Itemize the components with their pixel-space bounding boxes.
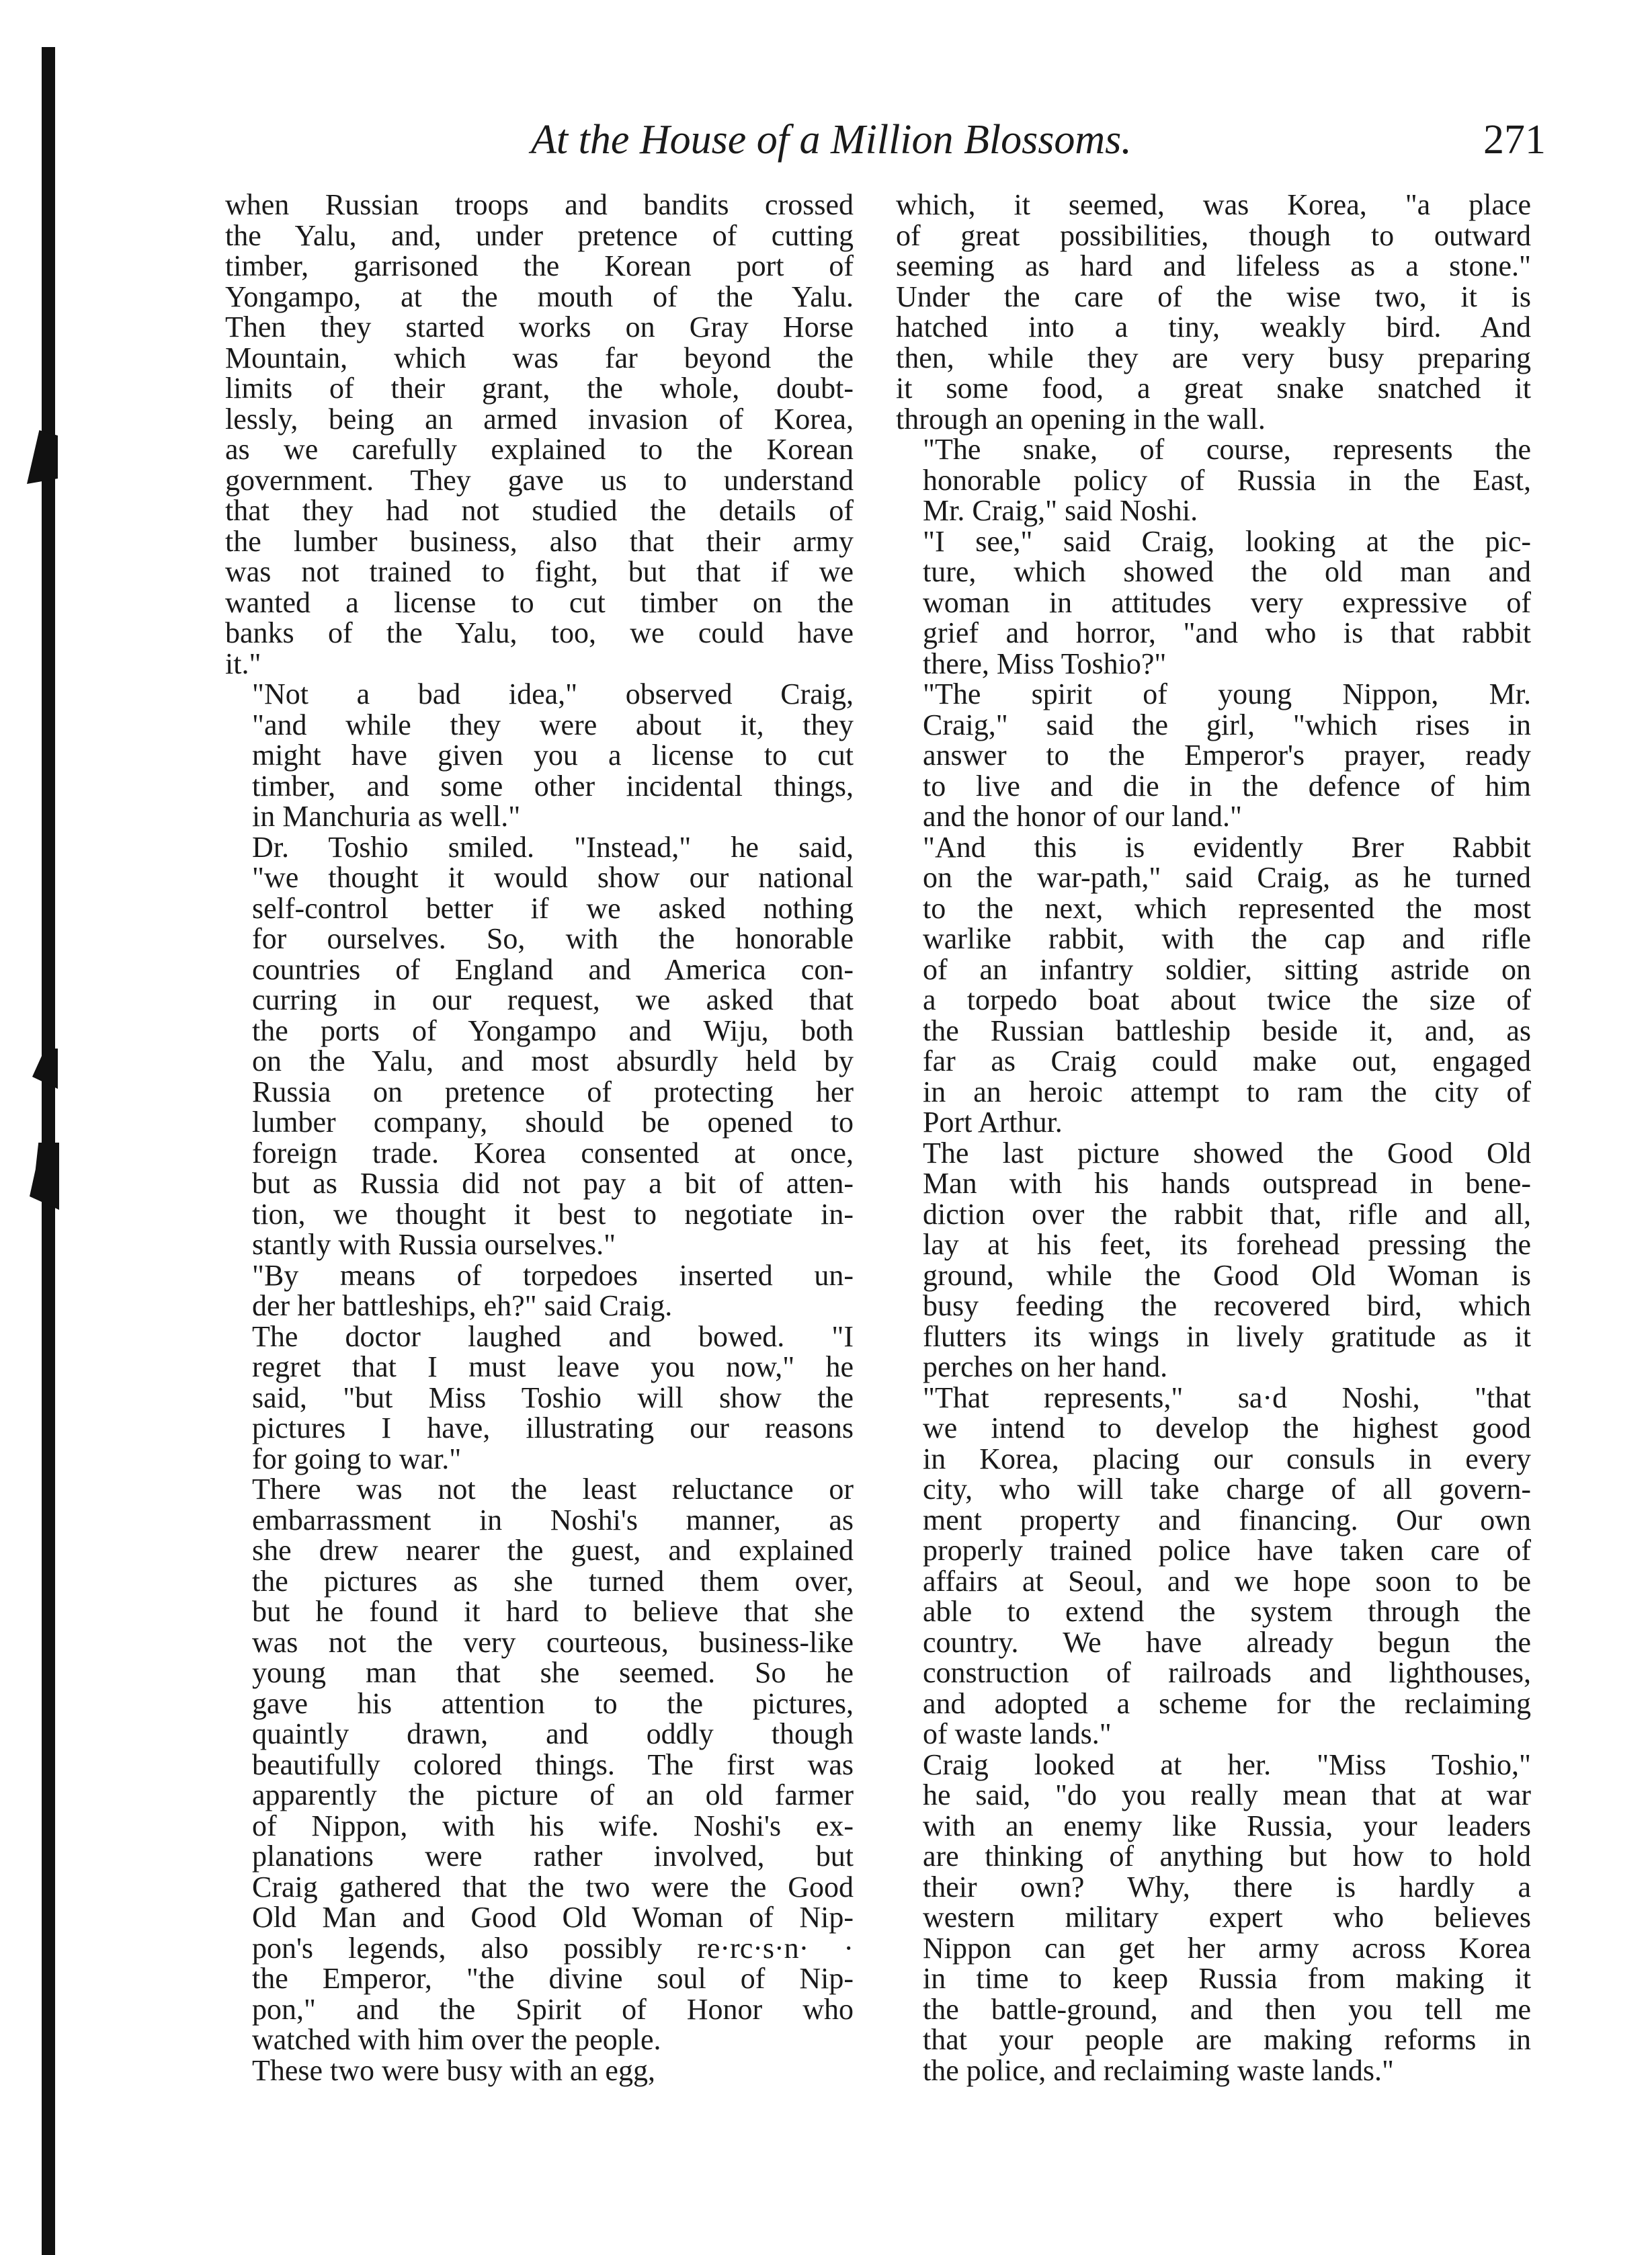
paragraph — [896, 1383, 1531, 1750]
text-line: in Korea, placing our consuls in every — [923, 1442, 1531, 1475]
text-line: The last picture showed the Good Old — [923, 1136, 1531, 1170]
text-line: which, it seemed, was Korea, "a place — [896, 188, 1531, 221]
binding-edge-mark — [30, 1143, 59, 1210]
binding-edge-mark — [27, 430, 58, 484]
text-line: western military expert who believes — [923, 1901, 1531, 1934]
text-line: Dr. Toshio smiled. "Instead," he said, — [252, 830, 854, 864]
text-line: regret that I must leave you now," he — [252, 1350, 854, 1383]
text-line: and the honor of our land." — [923, 800, 1242, 833]
paragraph — [225, 2055, 854, 2086]
paragraph — [225, 832, 854, 1260]
text-line: the lumber business, also that their army — [225, 524, 854, 558]
text-line: to the next, which represented the most — [923, 891, 1531, 925]
text-line: construction of railroads and lighthouses, — [923, 1656, 1531, 1689]
text-line: ment property and financing. Our own — [923, 1503, 1531, 1536]
text-line: timber, garrisoned the Korean port of — [225, 249, 854, 282]
text-line: These two were busy with an egg, — [252, 2053, 655, 2087]
text-line: honorable policy of Russia in the East, — [923, 463, 1531, 497]
text-line: Man with his hands outspread in bene- — [923, 1167, 1531, 1200]
text-line: but as Russia did not pay a bit of atten- — [252, 1167, 854, 1200]
running-title: At the House of a Million Blossoms. — [531, 117, 1132, 163]
paragraph — [896, 1750, 1531, 2086]
text-line: said, "but Miss Toshio will show the — [252, 1381, 854, 1414]
text-line: it some food, a great snake snatched it — [896, 372, 1531, 405]
text-line: and adopted a scheme for the reclaiming — [923, 1686, 1531, 1720]
text-line: flutters its wings in lively gratitude as it — [923, 1319, 1531, 1353]
text-line: Craig looked at her. "Miss Toshio," — [923, 1748, 1531, 1781]
text-line: "The spirit of young Nippon, Mr. — [923, 678, 1531, 710]
text-line: busy feeding the recovered bird, which — [923, 1289, 1531, 1322]
text-line: the police, and reclaiming waste lands." — [923, 2053, 1394, 2087]
paragraph — [896, 434, 1531, 526]
text-line: "And this is evidently Brer Rabbit — [923, 830, 1531, 864]
text-line: the Russian battleship beside it, and, as — [923, 1014, 1531, 1047]
text-line: banks of the Yalu, too, we could have — [225, 616, 854, 649]
paragraph — [896, 679, 1531, 832]
text-line: the Emperor, "the divine soul of Nip- — [252, 1962, 854, 1995]
text-line: Craig," said the girl, "which rises in — [923, 708, 1531, 741]
text-line: Craig gathered that the two were the Good — [252, 1870, 854, 1903]
text-line: young man that she seemed. So he — [252, 1656, 854, 1689]
text-line: on the Yalu, and most absurdly held by — [252, 1044, 854, 1077]
text-line: "Not a bad idea," observed Craig, — [252, 678, 854, 710]
text-line: with an enemy like Russia, your leaders — [923, 1809, 1531, 1842]
text-line: we intend to develop the highest good — [923, 1411, 1531, 1444]
text-line: lessly, being an armed invasion of Korea, — [225, 402, 854, 436]
paragraph — [896, 190, 1531, 434]
text-line: in an heroic attempt to ram the city of — [923, 1075, 1531, 1108]
text-line: curring in our request, we asked that — [252, 983, 854, 1016]
text-line: was not the very courteous, business-like — [252, 1625, 854, 1659]
text-line: ture, which showed the old man and — [923, 555, 1531, 588]
text-line: "That represents," sa·d Noshi, "that — [923, 1381, 1531, 1414]
text-line: Yongampo, at the mouth of the Yalu. — [225, 280, 854, 313]
paragraph — [225, 1474, 854, 2055]
paragraph — [896, 1138, 1531, 1383]
text-line: then, while they are very busy preparing — [896, 341, 1531, 374]
text-line: grief and horror, "and who is that rabbit — [923, 616, 1531, 649]
text-line: answer to the Emperor's prayer, ready — [923, 739, 1531, 772]
text-line: in time to keep Russia from making it — [923, 1962, 1531, 1995]
text-line: far as Craig could make out, engaged — [923, 1044, 1531, 1077]
text-line: Nippon can get her army across Korea — [923, 1931, 1531, 1965]
text-line: their own? Why, there is hardly a — [923, 1870, 1531, 1903]
paragraph — [225, 190, 854, 679]
text-line: the Yalu, and, under pretence of cutting — [225, 218, 854, 252]
text-line: of an infantry soldier, sitting astride on — [923, 952, 1531, 986]
text-line: perches on her hand. — [923, 1350, 1168, 1383]
text-line: "The snake, of course, represents the — [923, 433, 1531, 466]
text-line: timber, and some other incidental things, — [252, 769, 854, 803]
text-line: hatched into a tiny, weakly bird. And — [896, 311, 1531, 343]
text-line: pon," and the Spirit of Honor who — [252, 1992, 854, 2026]
text-line: quaintly drawn, and oddly though — [252, 1717, 854, 1750]
text-line: for ourselves. So, with the honorable — [252, 922, 854, 955]
text-line: was not trained to fight, but that if we — [225, 555, 854, 588]
text-line: der her battleships, eh?" said Craig. — [252, 1289, 673, 1322]
text-line: for going to war." — [252, 1442, 462, 1475]
paragraph — [225, 1260, 854, 1321]
text-line: Then they started works on Gray Horse — [225, 311, 854, 343]
text-line: countries of England and America con- — [252, 952, 854, 986]
text-line: through an opening in the wall. — [896, 402, 1266, 436]
text-line: self-control better if we asked nothing — [252, 891, 854, 925]
text-line: might have given you a license to cut — [252, 739, 854, 772]
text-line: pictures I have, illustrating our reasons — [252, 1411, 854, 1444]
text-line: watched with him over the people. — [252, 2023, 661, 2056]
text-line: woman in attitudes very expressive of — [923, 585, 1531, 619]
text-line: to live and die in the defence of him — [923, 769, 1531, 803]
paragraph — [225, 679, 854, 832]
text-line: "By means of torpedoes inserted un- — [252, 1258, 854, 1292]
text-line: in Manchuria as well." — [252, 800, 521, 833]
text-line: "we thought it would show our national — [252, 861, 854, 894]
text-line: as we carefully explained to the Korean — [225, 433, 854, 466]
text-line: apparently the picture of an old farmer — [252, 1778, 854, 1811]
text-line: Under the care of the wise two, it is — [896, 280, 1531, 313]
text-line: the battle-ground, and then you tell me — [923, 1992, 1531, 2026]
right-text-column — [896, 190, 1531, 2152]
text-line: but he found it hard to believe that she — [252, 1595, 854, 1628]
paragraph — [896, 526, 1531, 680]
text-line: pon's legends, also possibly re·rc·s·n· · — [252, 1931, 854, 1965]
left-text-column — [225, 190, 854, 2152]
text-line: lay at his feet, its forehead pressing the — [923, 1228, 1531, 1261]
text-line: that your people are making reforms in — [923, 2023, 1531, 2056]
text-line: gave his attention to the pictures, — [252, 1686, 854, 1720]
paragraph — [896, 832, 1531, 1138]
text-line: lumber company, should be opened to — [252, 1106, 854, 1139]
text-line: on the war-path," said Craig, as he turned — [923, 861, 1531, 894]
paragraph — [225, 1321, 854, 1475]
binding-edge-mark — [32, 1049, 58, 1089]
page-number: 271 — [1483, 117, 1546, 163]
text-line: city, who will take charge of all govern- — [923, 1473, 1531, 1506]
text-line: he said, "do you really mean that at war — [923, 1778, 1531, 1811]
text-line: There was not the least reluctance or — [252, 1473, 854, 1506]
text-line: limits of their grant, the whole, doubt- — [225, 372, 854, 405]
text-line: it." — [225, 647, 261, 680]
text-line: when Russian troops and bandits crossed — [225, 188, 854, 221]
text-line: Mountain, which was far beyond the — [225, 341, 854, 374]
text-line: seeming as hard and lifeless as a stone." — [896, 249, 1531, 282]
text-line: country. We have already begun the — [923, 1625, 1531, 1659]
text-line: government. They gave us to understand — [225, 463, 854, 497]
text-line: "and while they were about it, they — [252, 708, 854, 741]
text-line: the pictures as she turned them over, — [252, 1564, 854, 1598]
text-line: "I see," said Craig, looking at the pic- — [923, 524, 1531, 558]
text-line: The doctor laughed and bowed. "I — [252, 1319, 854, 1353]
text-line: properly trained police have taken care of — [923, 1534, 1531, 1567]
text-line: stantly with Russia ourselves." — [252, 1228, 616, 1261]
text-line: wanted a license to cut timber on the — [225, 585, 854, 619]
text-line: foreign trade. Korea consented at once, — [252, 1136, 854, 1170]
text-line: of waste lands." — [923, 1717, 1112, 1750]
text-line: are thinking of anything but how to hold — [923, 1840, 1531, 1873]
text-line: that they had not studied the details of — [225, 494, 854, 527]
text-line: Russia on pretence of protecting her — [252, 1075, 854, 1108]
text-line: beautifully colored things. The first was — [252, 1748, 854, 1781]
text-line: of Nippon, with his wife. Noshi's ex- — [252, 1809, 854, 1842]
text-line: there, Miss Toshio?" — [923, 647, 1167, 680]
text-line: planations were rather involved, but — [252, 1840, 854, 1873]
text-line: diction over the rabbit that, rifle and all, — [923, 1197, 1531, 1231]
text-line: embarrassment in Noshi's manner, as — [252, 1503, 854, 1536]
text-line: Port Arthur. — [923, 1106, 1063, 1139]
text-line: Old Man and Good Old Woman of Nip- — [252, 1901, 854, 1934]
text-line: of great possibilities, though to outward — [896, 218, 1531, 252]
text-line: she drew nearer the guest, and explained — [252, 1534, 854, 1567]
text-line: a torpedo boat about twice the size of — [923, 983, 1531, 1016]
text-line: tion, we thought it best to negotiate in- — [252, 1197, 854, 1231]
text-line: affairs at Seoul, and we hope soon to be — [923, 1564, 1531, 1598]
text-line: able to extend the system through the — [923, 1595, 1531, 1628]
text-line: the ports of Yongampo and Wiju, both — [252, 1014, 854, 1047]
text-line: Mr. Craig," said Noshi. — [923, 494, 1198, 527]
text-line: warlike rabbit, with the cap and rifle — [923, 922, 1531, 955]
text-line: ground, while the Good Old Woman is — [923, 1258, 1531, 1292]
